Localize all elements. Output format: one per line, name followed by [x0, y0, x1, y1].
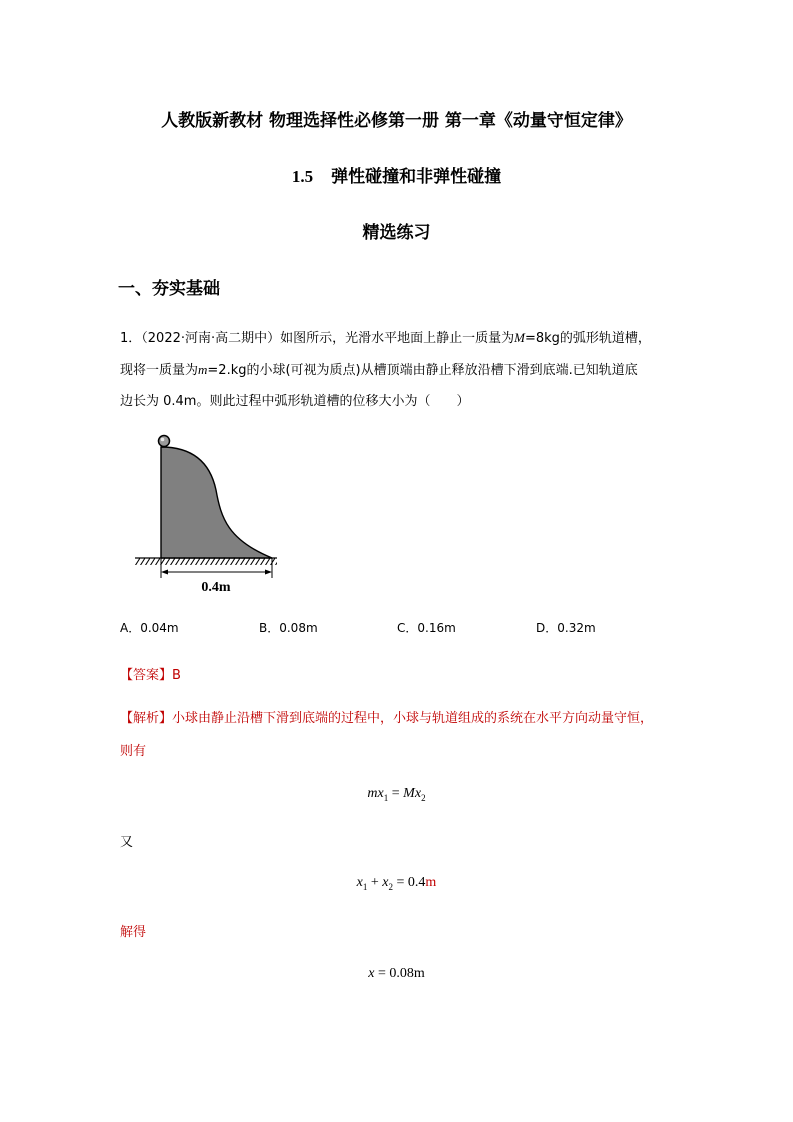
option-c[interactable]: C．0.16m: [397, 621, 456, 635]
section-name: 弹性碰撞和非弹性碰撞: [331, 167, 502, 187]
option-a[interactable]: A．0.04m: [120, 621, 179, 635]
answer-tag: 【答案】: [120, 668, 173, 683]
ball-highlight: [161, 438, 165, 442]
mass-m-value: =2.kg: [207, 363, 247, 378]
ground-hatching: [135, 558, 277, 565]
question-text: 现将一质量为: [120, 363, 199, 378]
arc-track-groove: [161, 447, 272, 558]
analysis-tag: 【解析】: [120, 711, 173, 726]
mass-M-symbol: M: [514, 330, 525, 345]
eq-value: = 0.08m: [374, 966, 425, 981]
eq-var: x: [368, 966, 375, 981]
question-line-2: [120, 359, 638, 378]
eq-unit: m: [425, 875, 437, 890]
analysis-text: 小球由静止沿槽下滑到底端的过程中，小球与轨道组成的系统在水平方向动量守恒，: [172, 711, 654, 726]
section-title: [0, 162, 793, 187]
eq-var: x: [377, 786, 384, 801]
mass-m-symbol: m: [198, 362, 208, 377]
eq-var: x: [382, 875, 389, 890]
dimension-arrow-right: [265, 570, 272, 575]
subtitle: 精选练习: [362, 223, 431, 243]
question-text: 的弧形轨道槽，: [559, 331, 651, 346]
answer-value: B: [172, 668, 181, 683]
analysis-line-1: [120, 707, 653, 726]
connector-text: 又: [120, 835, 134, 850]
eq-var: m: [367, 786, 378, 801]
eq-subscript: 2: [421, 792, 426, 803]
eq-operator: +: [367, 875, 383, 890]
answer-line: [120, 664, 181, 683]
eq-operator: =: [388, 786, 404, 801]
analysis-line-2: 则有: [120, 744, 147, 759]
equation-result: [0, 966, 793, 982]
ball: [159, 436, 170, 447]
track-figure: [130, 430, 290, 600]
part-heading: 一、夯实基础: [118, 279, 220, 299]
dimension-label: 0.4m: [201, 580, 231, 595]
option-d[interactable]: D．0.32m: [536, 621, 596, 635]
mass-M-value: =8kg: [524, 331, 560, 346]
eq-subscript: 1: [383, 792, 389, 803]
equation-momentum: [0, 786, 793, 803]
question-text: 的小球(可视为质点)从槽顶端由静止释放沿槽下滑到底端.已知轨道底: [246, 363, 638, 378]
question-line-3: 边长为 0.4m。则此过程中弧形轨道槽的位移大小为（ ）: [120, 394, 470, 409]
equation-displacement-sum: [0, 875, 793, 892]
eq-var: x: [356, 875, 363, 890]
option-b[interactable]: B．0.08m: [259, 621, 318, 635]
eq-subscript: 2: [388, 881, 394, 892]
eq-subscript: 1: [362, 881, 368, 892]
page-title: 人教版新教材 物理选择性必修第一册 第一章《动量守恒定律》: [161, 111, 632, 131]
eq-var: M: [403, 786, 415, 801]
question-text: 1．（2022·河南·高二期中）如图所示，光滑水平地面上静止一质量为: [120, 331, 515, 346]
eq-value: = 0.4: [393, 875, 426, 890]
eq-var: x: [414, 786, 422, 801]
dimension-arrow-left: [161, 570, 168, 575]
section-number: 1.5: [291, 167, 314, 186]
question-line-1: [120, 327, 651, 346]
solve-text: 解得: [120, 925, 147, 940]
